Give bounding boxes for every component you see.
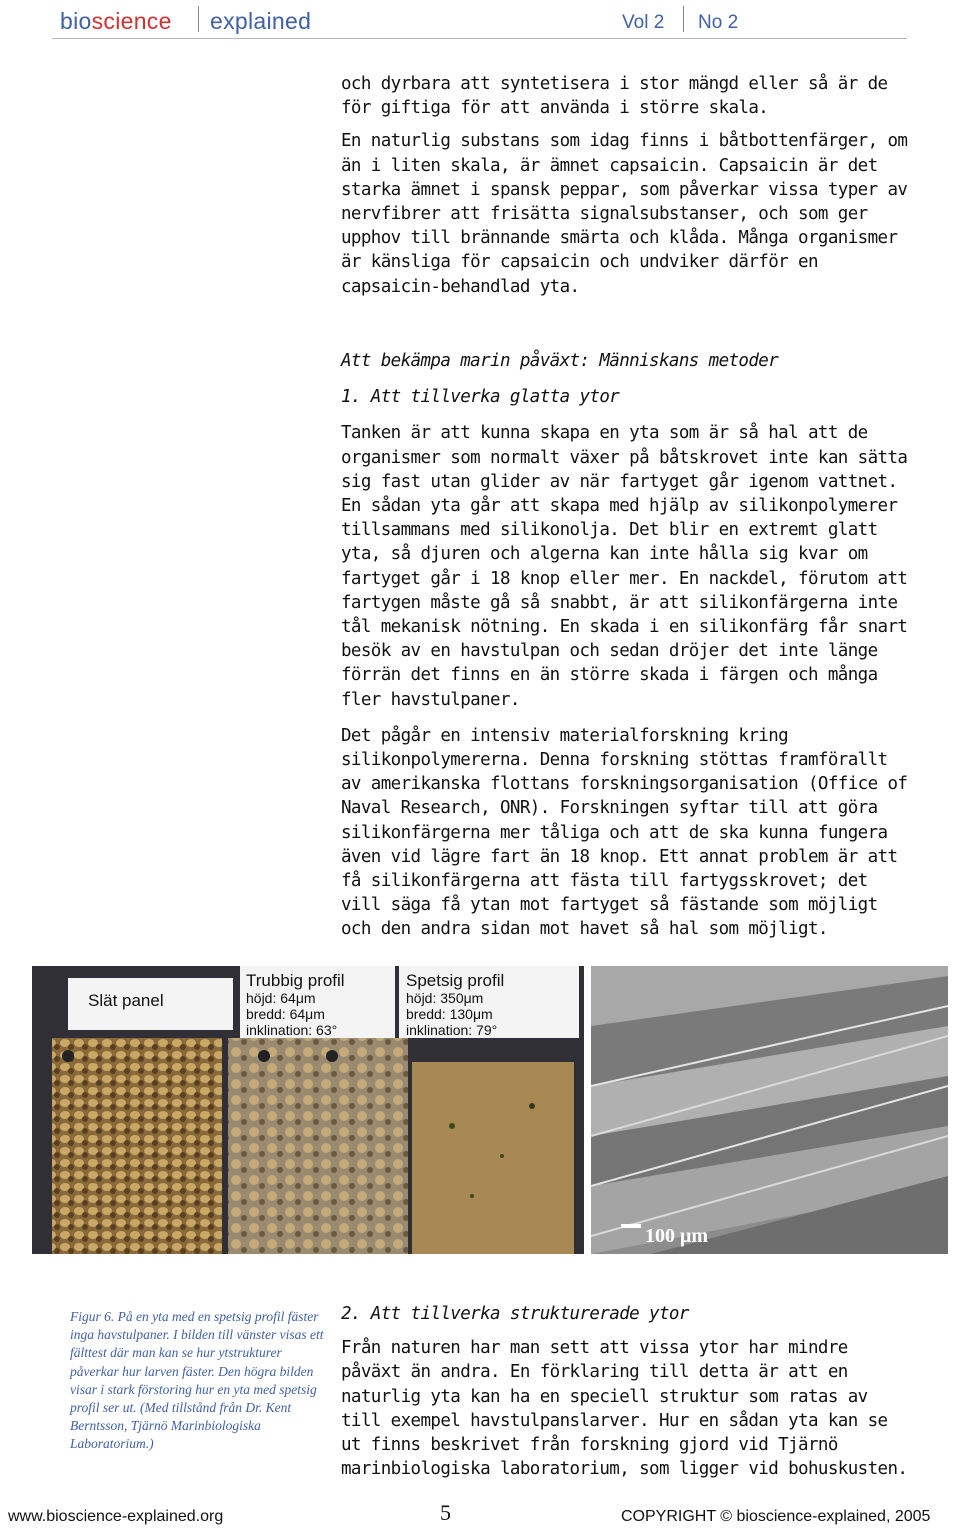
logo-explained: explained: [210, 8, 312, 34]
header-divider: [683, 6, 684, 32]
subheading-1: 1. Att tillverka glatta ytor: [341, 387, 620, 408]
panel-label-sharp-title: Spetsig profil: [406, 971, 505, 990]
field-test-illustration: [32, 966, 584, 1254]
section-heading: Att bekämpa marin påväxt: Människans metoder: [341, 351, 779, 371]
sem-micrograph: [591, 966, 948, 1254]
page-header: [52, 0, 907, 39]
body-column-top: [341, 72, 911, 299]
page-number: 5: [440, 1500, 451, 1525]
sem-illustration: [591, 966, 948, 1254]
paragraph: och dyrbara att syntetisera i stor mängd eller så är de för giftiga för att använda i större skala.: [341, 74, 888, 119]
panel-label-sharp-width: bredd: 130μm: [406, 1006, 493, 1022]
section-1: [341, 349, 911, 942]
panel-label-rough-height: höjd: 64μm: [246, 990, 316, 1006]
figure-caption: Figur 6. På en yta med en spetsig profil fäster inga havstulpaner. I bilden till vänster visas ett fälttest där man kan se hur ytstrukturer påverkar hur larven fäster. Den högra bilden visar i stark förstoring hur en yta med spetsig profil ser ut. (Med tillstånd från Dr. Kent Berntsson, Tjärnö Marinbiologiska Laboratorium.): [70, 1309, 324, 1452]
section-2: [341, 1302, 911, 1481]
volume-label: Vol 2: [622, 12, 665, 33]
field-test-photo: [32, 966, 584, 1254]
footer-copyright: COPYRIGHT © bioscience-explained, 2005: [621, 1508, 931, 1525]
panel-label-rough-width: bredd: 64μm: [246, 1006, 325, 1022]
panel-label-sharp-height: höjd: 350μm: [406, 990, 484, 1006]
subheading-2: 2. Att tillverka strukturerade ytor: [341, 1304, 689, 1324]
paragraph: Från naturen har man sett att vissa ytor har mindre påväxt än andra. En förklaring till detta är att en naturlig yta kan ha en speciell struktur som ratas av till exempel havstulpanslarver. Hur en sådan yta kan se ut finns beskrivet från forskning gjord vid Tjärnö marinbiologiska laboratorium, som ligger vid bohuskusten.: [341, 1338, 908, 1480]
journal-logo: [60, 8, 312, 35]
paragraph: En naturlig substans som idag finns i båtbottenfärger, om än i liten skala, är ämnet capsaicin. Capsaicin är det starka ämnet i spansk peppar, som påverkar vissa typer av nervfibrer att frisätta signalsubstanser, och som ger upphov till brännande smärta och klåda. Många organismer är känsliga för capsaicin och undviker därför en capsaicin-behandlad yta.: [341, 131, 908, 297]
panel-label-rough-inclination: inklination: 63°: [246, 1022, 338, 1038]
logo-science: science: [91, 8, 172, 34]
issue-label: No 2: [698, 12, 739, 33]
panel-label-sharp-inclination: inklination: 79°: [406, 1022, 498, 1038]
panel-label-smooth: Slät panel: [88, 991, 164, 1010]
header-divider: [198, 6, 199, 32]
logo-bio: bio: [60, 8, 92, 34]
footer-url: www.bioscience-explained.org: [8, 1508, 224, 1525]
panel-label-rough-title: Trubbig profil: [246, 971, 345, 990]
paragraph: Det pågår en intensiv materialforskning kring silikonpolymererna. Denna forskning stöttas framförallt av amerikanska flottans forskningsorganisation (Office of Naval Research, ONR). Forskningen syftar till att göra silikonfärgerna mer tåliga och att de ska kunna fungera även vid lägre fart än 18 knop. Ett annat problem är att få silikonfärgerna att fästa till fartygsskrovet; det vill säga få ytan mot fartyget så fästande som möjligt och den andra sidan mot havet så hal som möjligt.: [341, 725, 908, 940]
scale-bar-label: 100 μm: [645, 1225, 708, 1247]
paragraph: Tanken är att kunna skapa en yta som är så hal att de organismer som normalt växer på båtskrovet inte kan sätta sig fast utan glider av när fartyget går igenom vattnet. En sådan yta går att skapa med hjälp av silikonpolymerer tillsammans med silikonolja. Det blir en extremt glatt yta, så djuren och algerna kan inte hålla sig kvar om fartyget går i 18 knop eller mer. En nackdel, förutom att fartygen måste gå så snabbt, är att silikonfärgerna inte tål mekanisk nötning. En skada i en silikonfärg får snart besök av en havstulpan och sedan dröjer det inte länge förrän det finns en än större skada i färgen och många fler havstulpaner.: [341, 423, 908, 710]
